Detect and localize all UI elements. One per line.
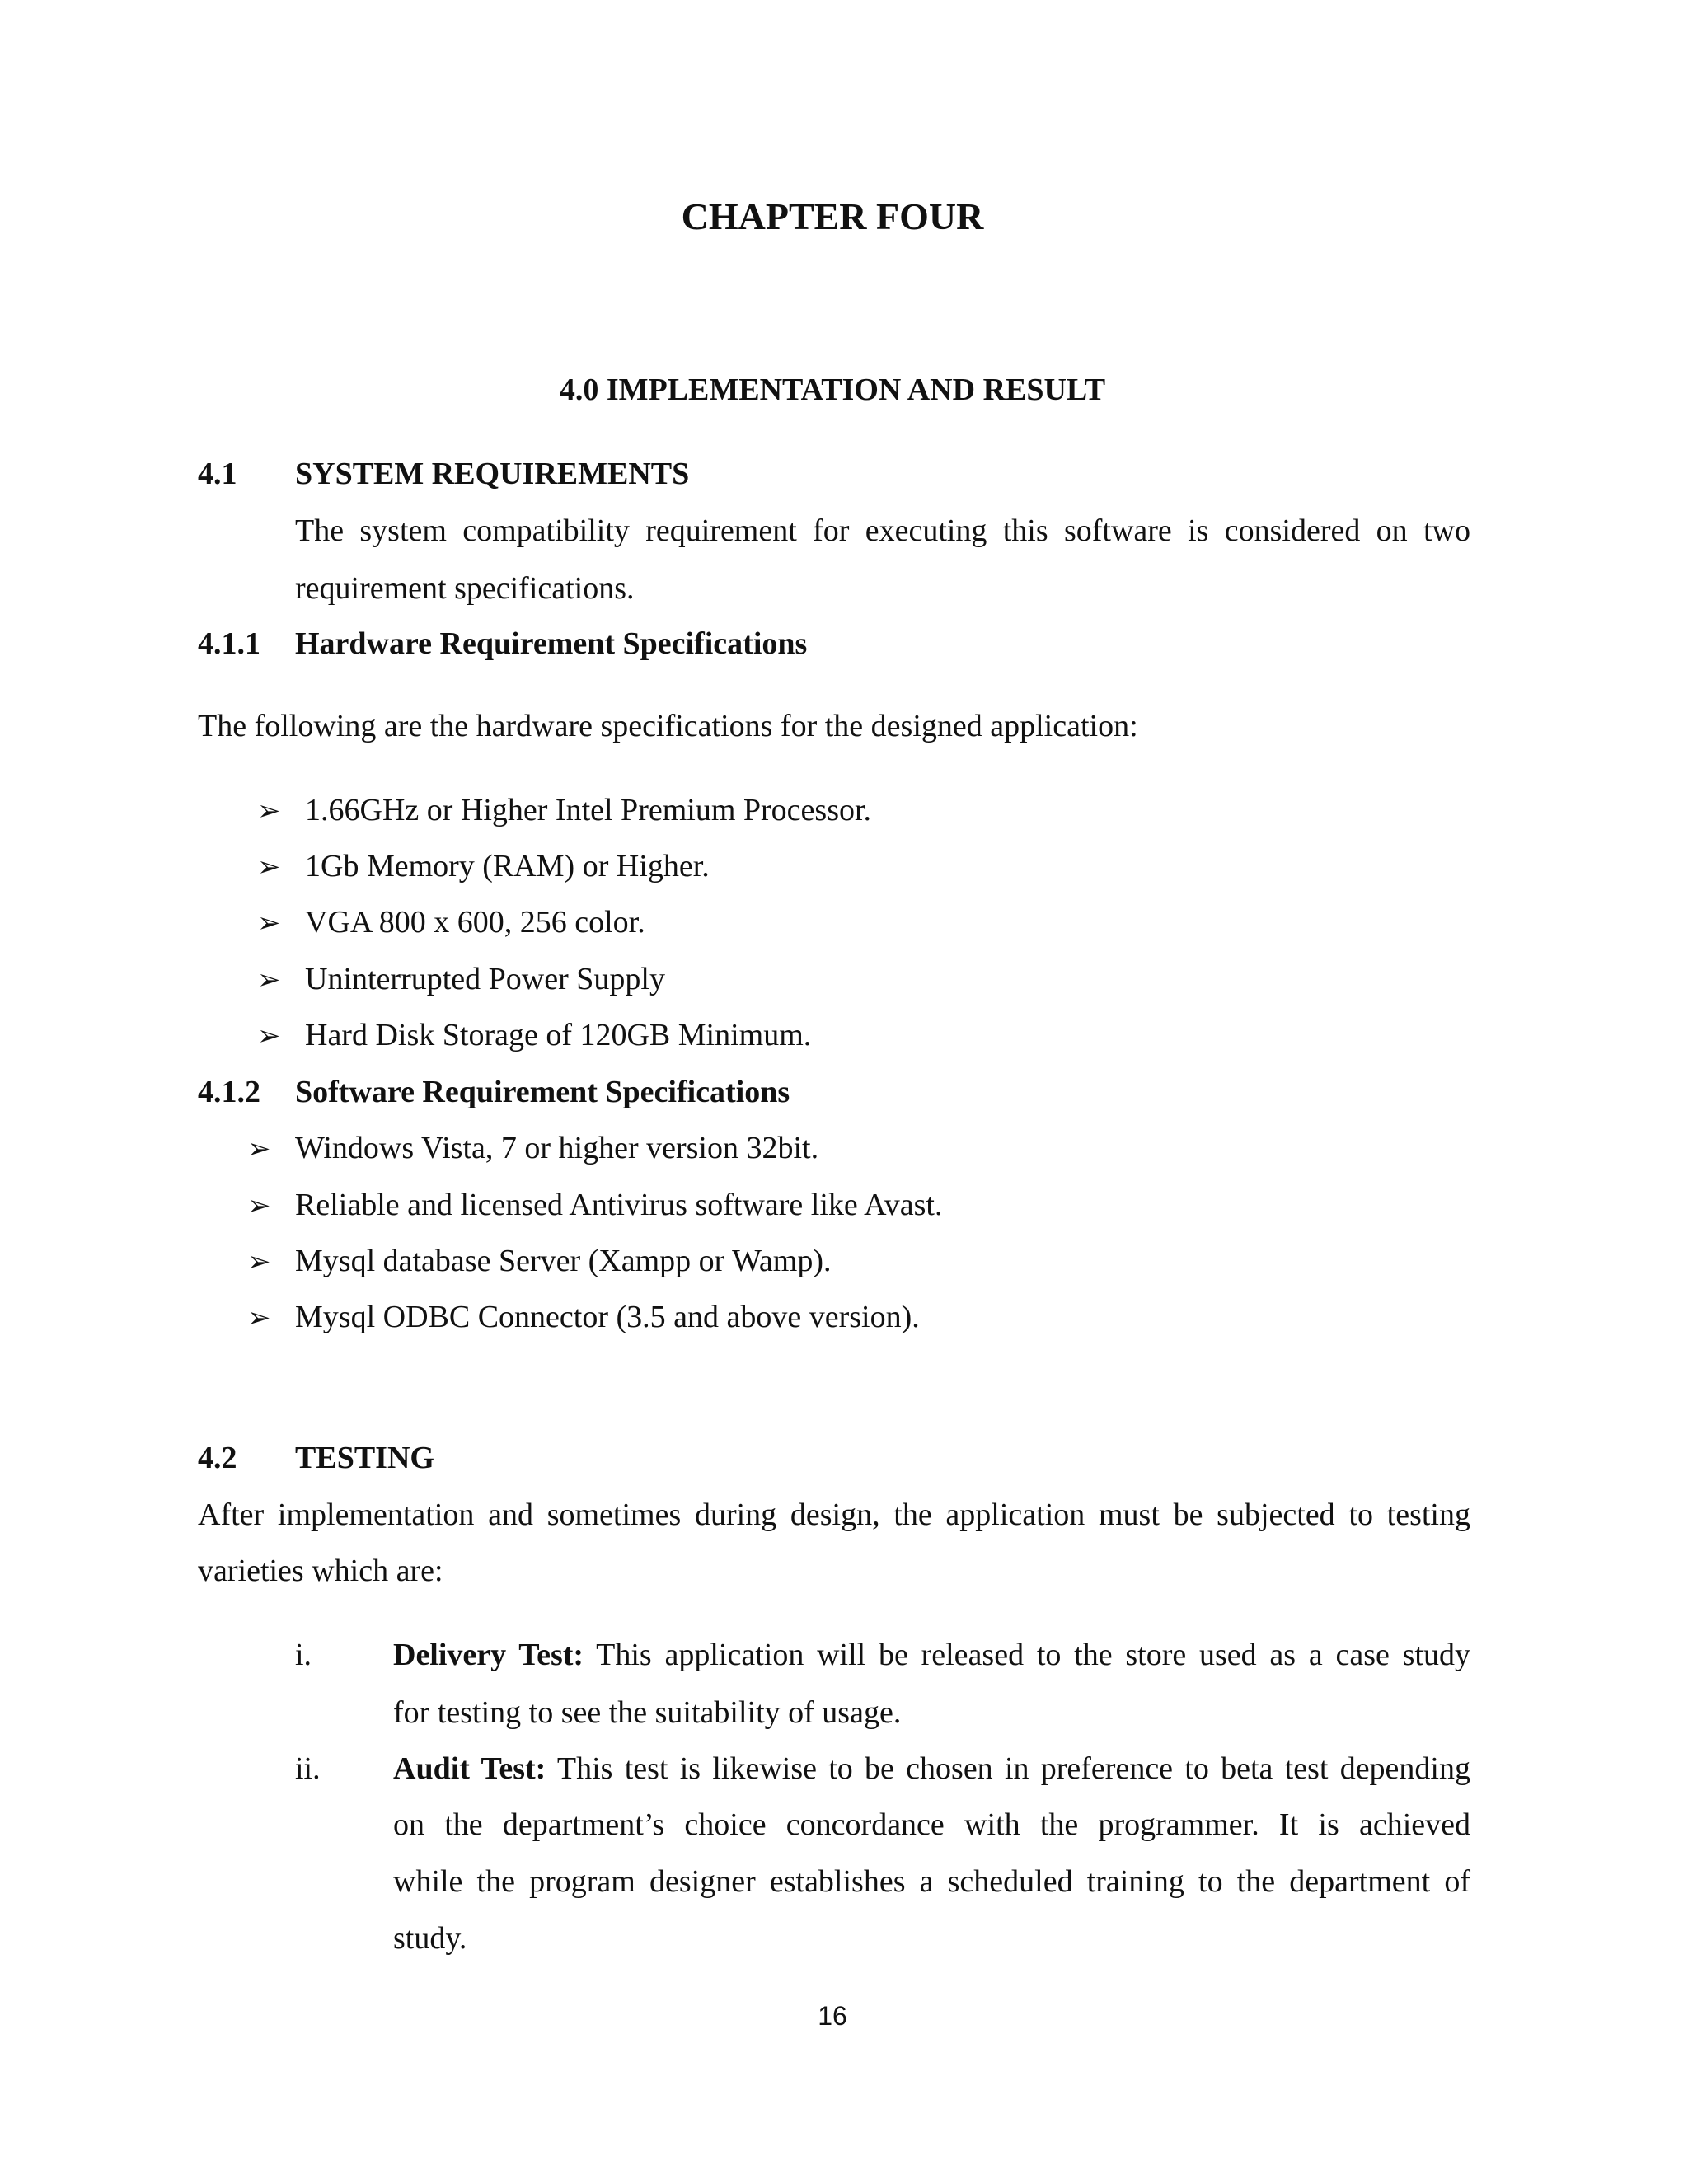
hardware-item: 1.66GHz or Higher Intel Premium Processor. <box>305 793 872 827</box>
bullet-arrow-icon: ➢ <box>257 907 281 940</box>
section-4-1-1-title: Hardware Requirement Specifications <box>295 626 808 661</box>
section-4-1-title: SYSTEM REQUIREMENTS <box>295 457 690 491</box>
main-heading: 4.0 IMPLEMENTATION AND RESULT <box>559 373 1106 407</box>
section-4-2-title: TESTING <box>295 1441 434 1475</box>
delivery-test-line: for testing to see the suitability of usage. <box>393 1695 902 1730</box>
software-item: Mysql database Server (Xampp or Wamp). <box>295 1244 832 1278</box>
software-item: Mysql ODBC Connector (3.5 and above version). <box>295 1300 920 1334</box>
section-4-1-2-title: Software Requirement Specifications <box>295 1075 790 1109</box>
delivery-test-label: Delivery Test: <box>393 1638 584 1672</box>
section-4-2-paragraph-line: varieties which are: <box>198 1554 443 1588</box>
hardware-item: 1Gb Memory (RAM) or Higher. <box>305 849 710 883</box>
bullet-arrow-icon: ➢ <box>247 1189 271 1222</box>
section-4-1-paragraph-line: requirement specifications. <box>295 571 635 606</box>
list-numeral: i. <box>295 1638 312 1672</box>
list-numeral: ii. <box>295 1751 321 1786</box>
bullet-arrow-icon: ➢ <box>257 963 281 996</box>
hardware-item: Uninterrupted Power Supply <box>305 962 665 996</box>
software-item: Reliable and licensed Antivirus software like Avast. <box>295 1188 943 1222</box>
audit-test-line: while the program designer establishes a scheduled training to the department of <box>393 1864 1470 1899</box>
section-4-2-number: 4.2 <box>198 1441 237 1475</box>
bullet-arrow-icon: ➢ <box>247 1301 271 1334</box>
audit-test-line: study. <box>393 1921 467 1956</box>
bullet-arrow-icon: ➢ <box>257 794 281 827</box>
audit-test-line <box>393 1750 1470 1787</box>
section-4-1-1-number: 4.1.1 <box>198 626 260 661</box>
hardware-item: VGA 800 x 600, 256 color. <box>305 905 645 940</box>
audit-test-line: on the department’s choice concordance with the programmer. It is achieved <box>393 1807 1470 1842</box>
chapter-title: CHAPTER FOUR <box>681 195 984 237</box>
bullet-arrow-icon: ➢ <box>247 1132 271 1165</box>
section-4-1-2-number: 4.1.2 <box>198 1075 260 1109</box>
page-number: 16 <box>818 2001 847 2031</box>
delivery-test-line <box>393 1637 1470 1673</box>
audit-test-label: Audit Test: <box>393 1751 546 1786</box>
section-4-2-paragraph-line: After implementation and sometimes during design, the application must be subjected to testing <box>198 1497 1470 1532</box>
section-4-1-paragraph-line: The system compatibility requirement for executing this software is considered on two <box>295 513 1470 548</box>
bullet-arrow-icon: ➢ <box>247 1245 271 1278</box>
software-item: Windows Vista, 7 or higher version 32bit. <box>295 1131 819 1165</box>
hardware-intro: The following are the hardware specifications for the designed application: <box>198 709 1138 743</box>
hardware-item: Hard Disk Storage of 120GB Minimum. <box>305 1018 812 1052</box>
bullet-arrow-icon: ➢ <box>257 851 281 883</box>
audit-test-text: This test is likewise to be chosen in preference to beta test depending <box>556 1751 1470 1786</box>
delivery-test-text: This application will be released to the store used as a case study <box>596 1638 1470 1672</box>
bullet-arrow-icon: ➢ <box>257 1019 281 1052</box>
section-4-1-number: 4.1 <box>198 457 237 491</box>
